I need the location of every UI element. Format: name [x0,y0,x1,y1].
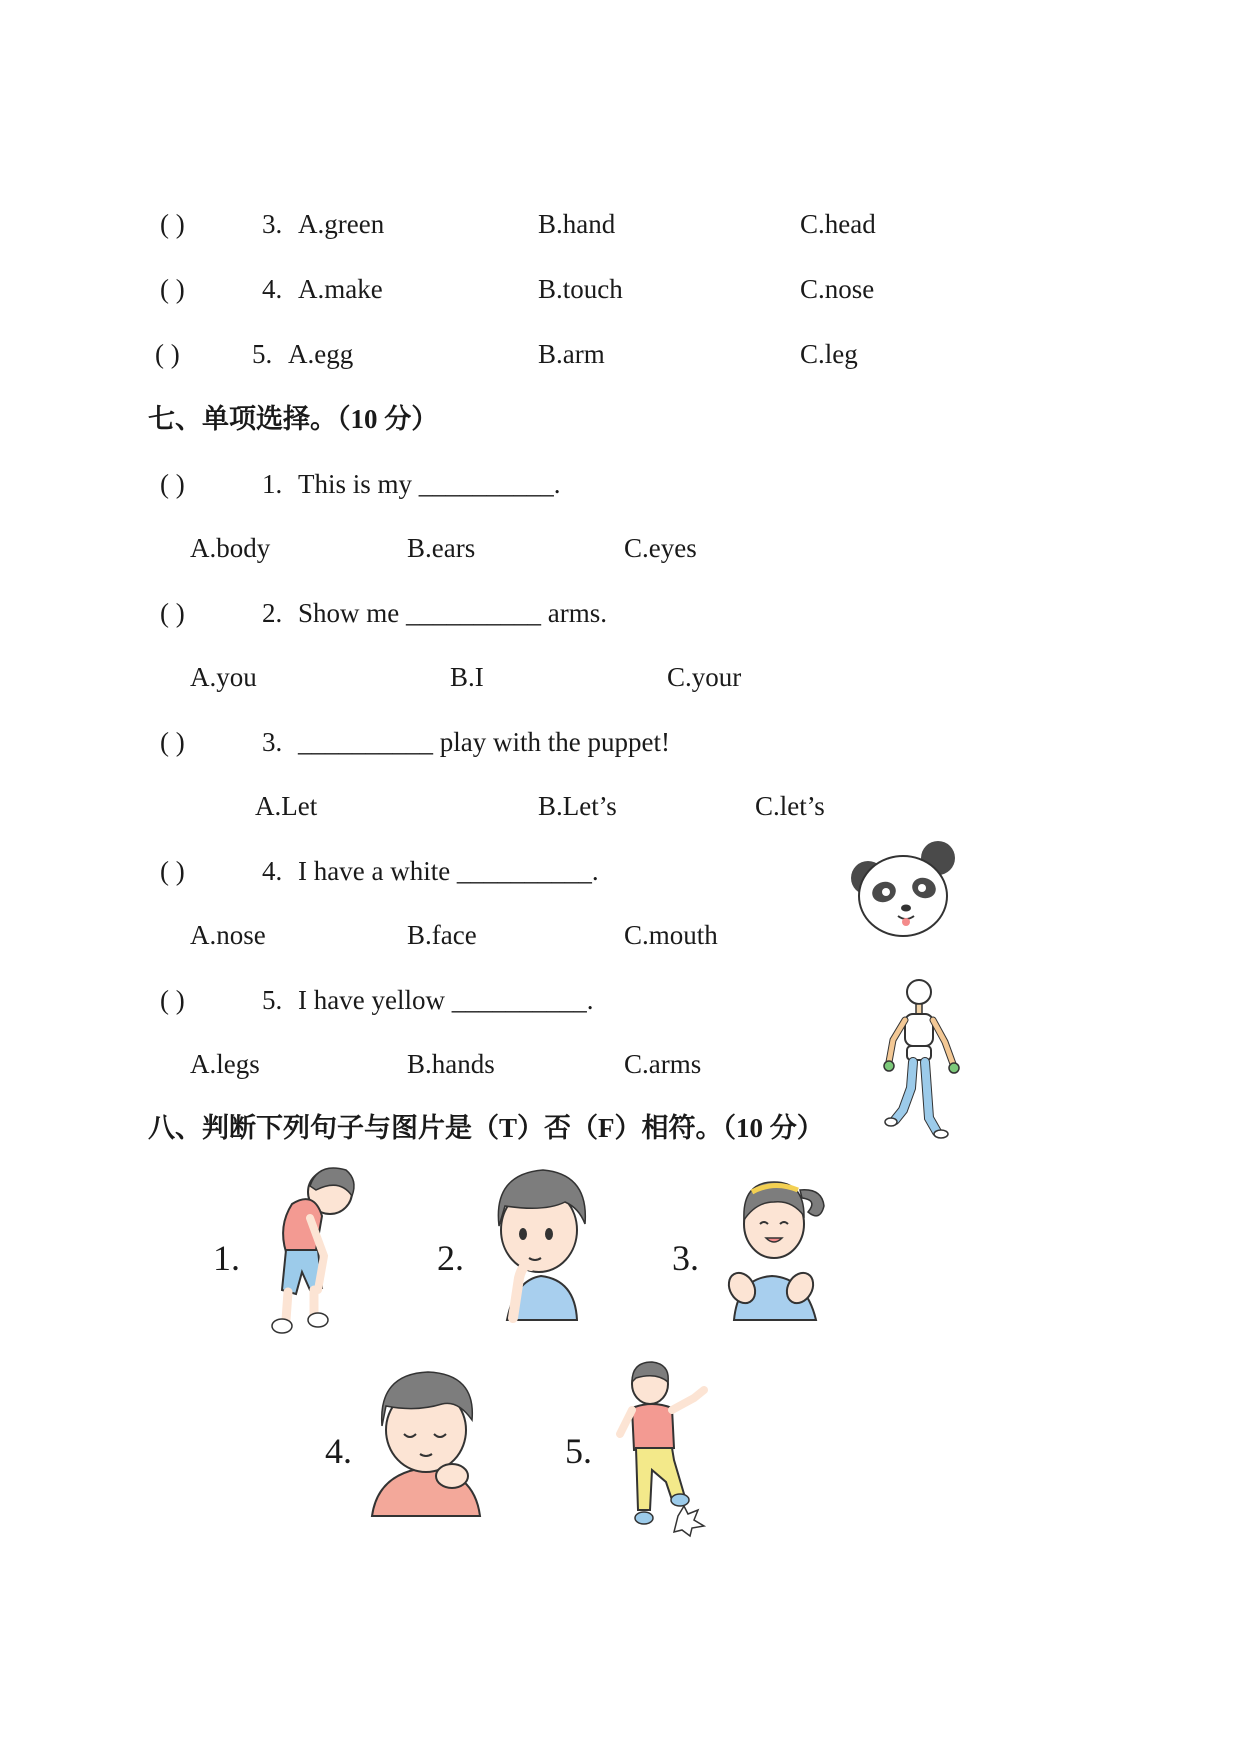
answer-paren[interactable]: ( ) [160,469,185,499]
picture-label-3: 3. [672,1238,699,1278]
question-number: 3. [262,727,283,757]
girl-clapping-icon [712,1172,830,1320]
boy-sleeping-icon [368,1370,488,1518]
option-c: C.your [667,662,742,692]
option-a: A.Let [255,791,318,821]
picture-label-5: 5. [565,1431,592,1471]
question-stem: This is my __________. [298,469,561,499]
answer-paren[interactable]: ( ) [160,598,185,628]
answer-paren[interactable]: ( ) [160,727,185,757]
option-c: C.arms [624,1049,702,1079]
question-number: 2. [262,598,283,628]
option-c: C.nose [800,274,875,304]
option-b: B.I [450,662,484,692]
panda-face-icon [848,838,958,942]
option-a: A.nose [190,920,266,950]
question-stem: Show me __________ arms. [298,598,607,628]
answer-paren[interactable]: ( ) [160,274,185,304]
option-b: B.arm [538,339,605,369]
question-number: 4. [262,274,283,304]
option-a: A.legs [190,1049,260,1079]
option-a: A.green [298,209,385,239]
option-a: A.egg [288,339,354,369]
option-b: B.touch [538,274,623,304]
option-b: B.Let’s [538,791,617,821]
option-c: C.head [800,209,876,239]
boy-thinking-icon [485,1168,595,1320]
option-b: B.hand [538,209,616,239]
question-number: 4. [262,856,283,886]
picture-label-2: 2. [437,1238,464,1278]
question-number: 3. [262,209,283,239]
section8-heading: 八、判断下列句子与图片是（T）否（F）相符。（10 分） [148,1113,824,1143]
boy-kicking-icon [612,1360,716,1536]
option-c: C.eyes [624,533,697,563]
option-b: B.face [407,920,477,950]
option-a: A.you [190,662,257,692]
option-b: B.ears [407,533,476,563]
answer-paren[interactable]: ( ) [160,985,185,1015]
option-c: C.mouth [624,920,718,950]
question-number: 1. [262,469,283,499]
option-b: B.hands [407,1049,495,1079]
question-number: 5. [252,339,273,369]
answer-paren[interactable]: ( ) [155,339,180,369]
question-stem: I have a white __________. [298,856,599,886]
question-stem: I have yellow __________. [298,985,594,1015]
question-number: 5. [262,985,283,1015]
boy-bending-icon [252,1160,362,1338]
picture-label-4: 4. [325,1431,352,1471]
answer-paren[interactable]: ( ) [160,856,185,886]
picture-label-1: 1. [213,1238,240,1278]
section7-heading: 七、单项选择。（10 分） [148,404,439,434]
answer-paren[interactable]: ( ) [160,209,185,239]
question-stem: __________ play with the puppet! [298,727,670,757]
wooden-puppet-icon [875,978,965,1144]
option-c: C.leg [800,339,858,369]
option-c: C.let’s [755,791,825,821]
option-a: A.body [190,533,271,563]
option-a: A.make [298,274,383,304]
